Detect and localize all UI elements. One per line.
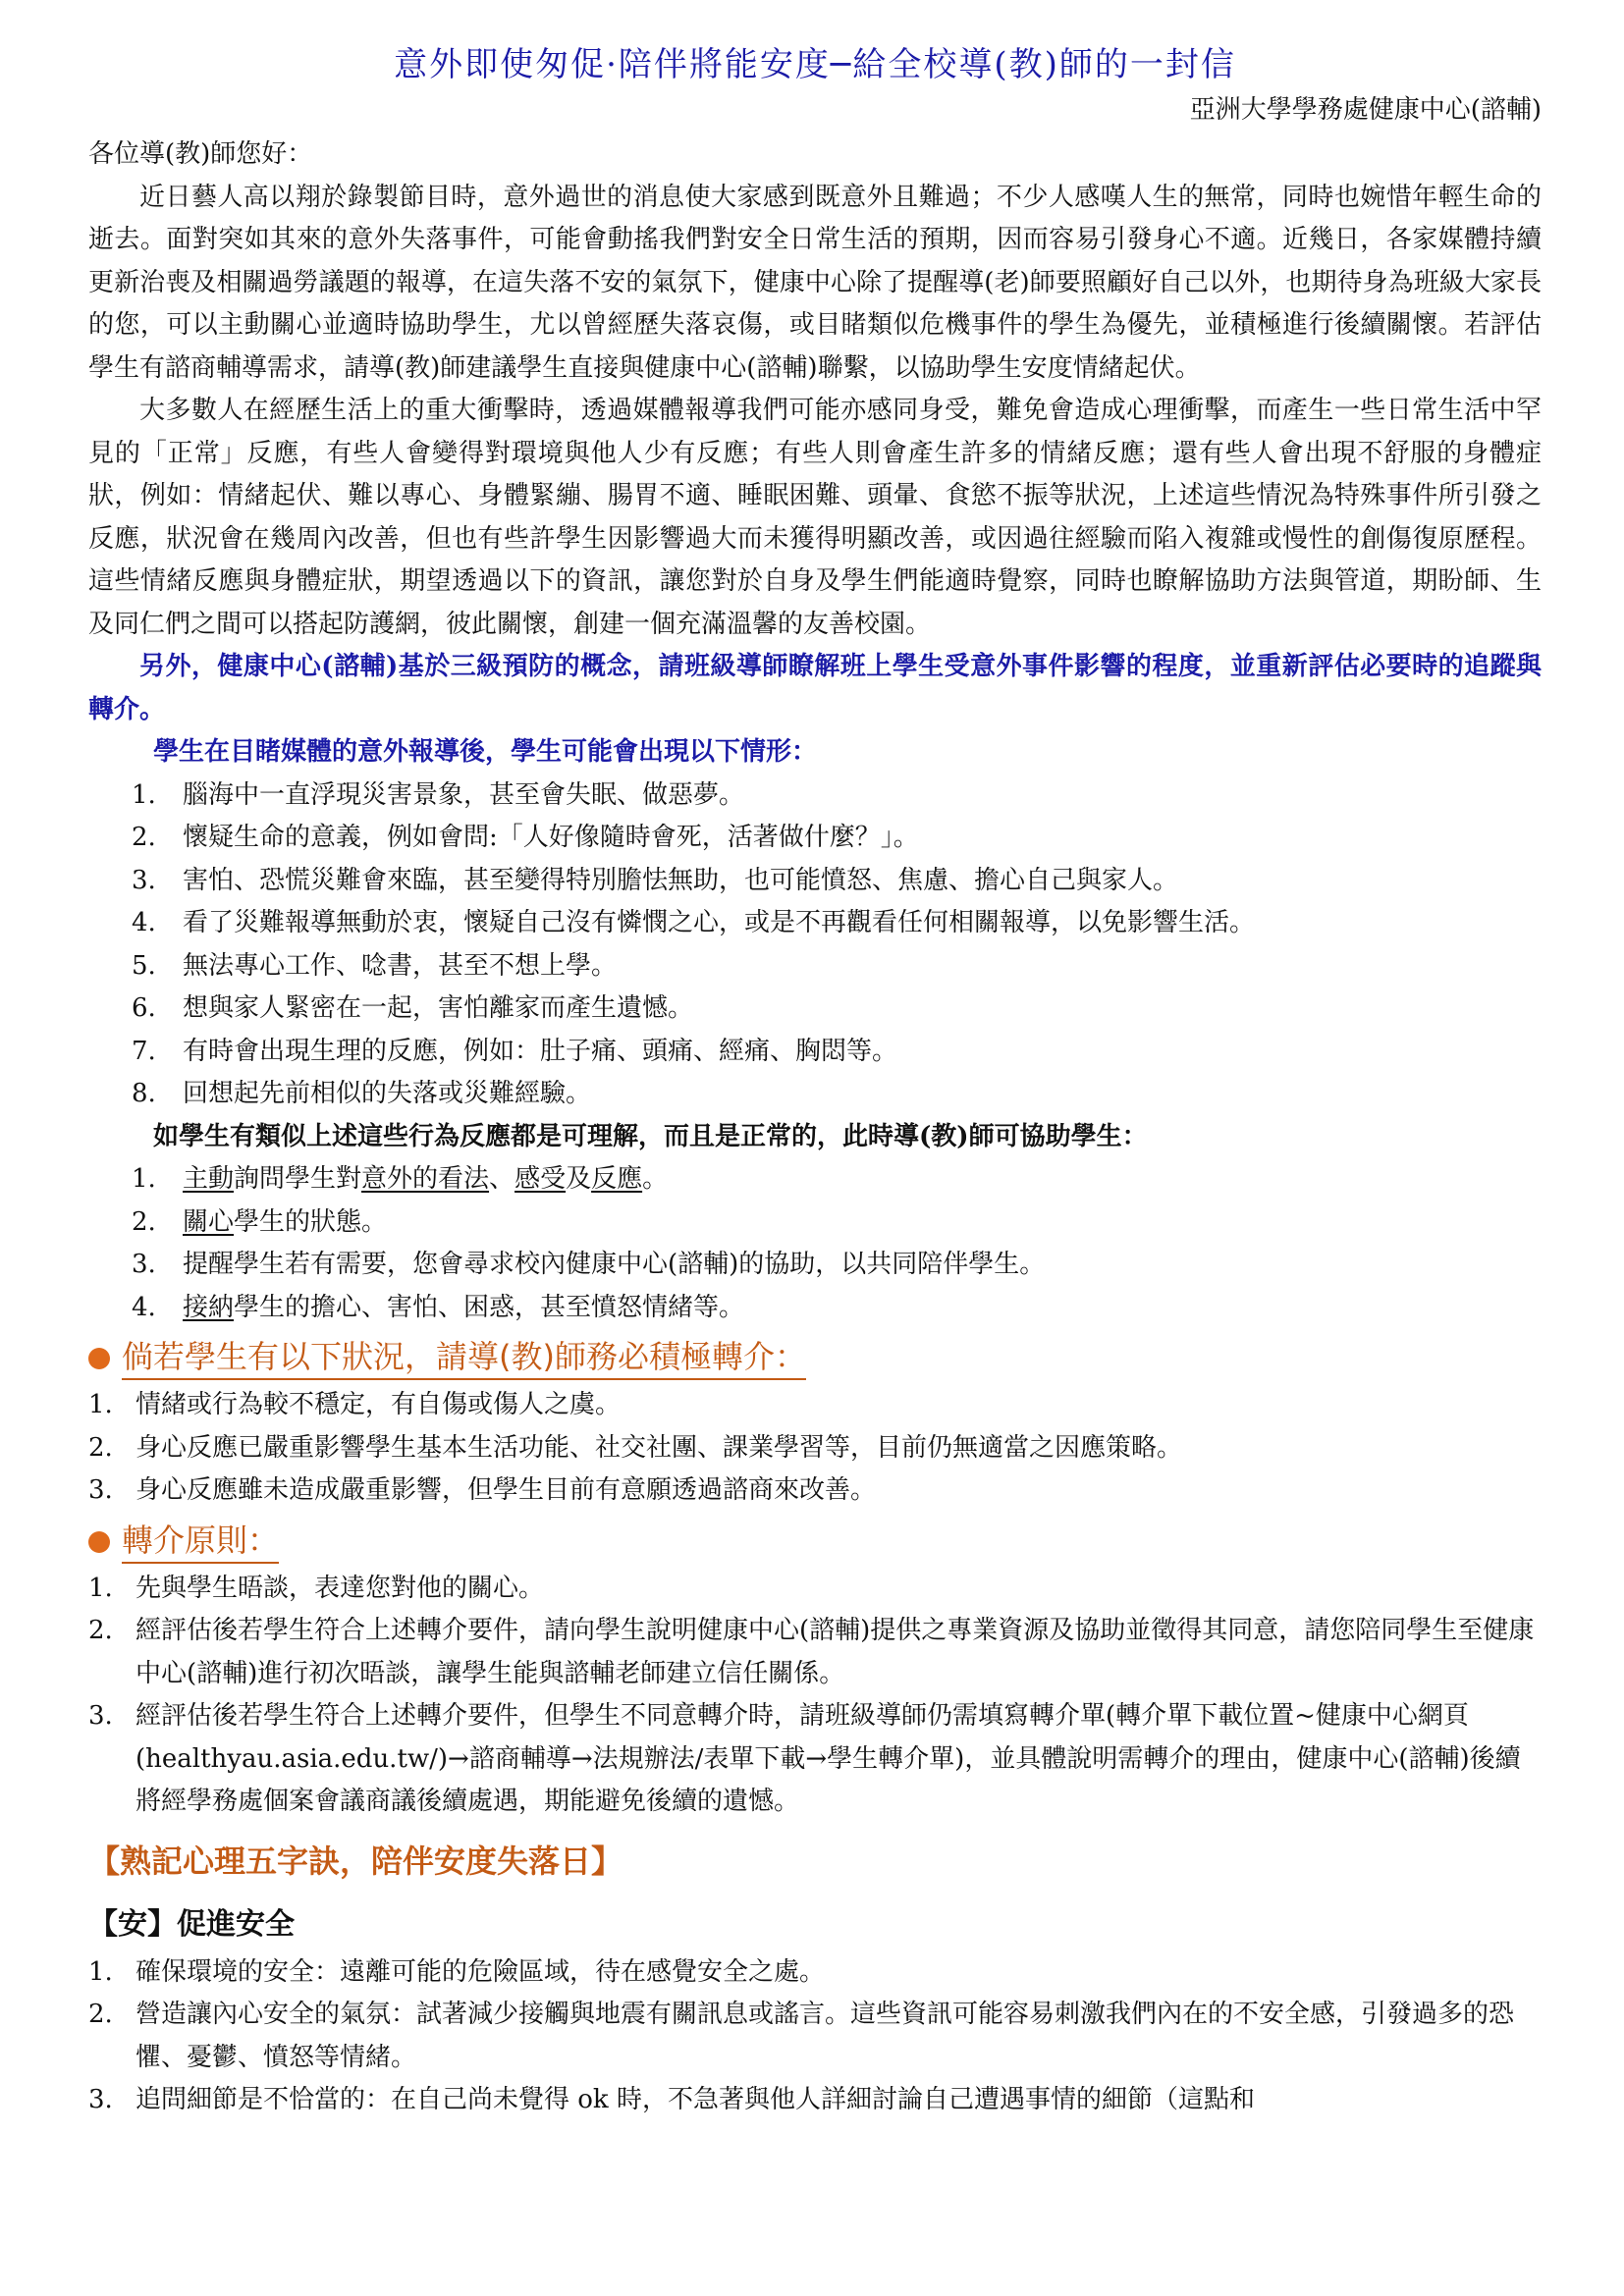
bullet-dot-icon xyxy=(88,1531,110,1553)
five-words-heading: 【熟記心理五字訣，陪伴安度失落日】 xyxy=(88,1842,623,1880)
an-section-title: 【安】促進安全 xyxy=(88,1906,295,1942)
greeting: 各位導(教)師您好： xyxy=(88,139,313,169)
paragraph-reactions: 大多數人在經歷生活上的重大衝擊時，透過媒體報導我們可能亦感同身受，難免會造成心理衝擊，而產生一些日常生活中罕見的「正常」反應，有些人會變得對環境與他人少有反應；有些人則會產生許多的情緒反應；還有些人會出現不舒服的身體症狀，例如：情緒起伏、難以專心、身體緊繃、腸胃不適、睡眠困難、頭暈、食慾不振等狀況，上述這些情況為特殊事件所引發之反應，狀況會在幾周內改善，但也有些許學生因影響過大而未獲得明顯改善，或因過往經驗而陷入複雜或慢性的創傷復原歷程。這些情緒反應與身體症狀，期望透過以下的資訊，讓您對於自身及學生們能適時覺察，同時也瞭解協助方法與管道，期盼師、生及同仁們之間可以搭起防護網，彼此關懷，創建一個充滿溫馨的友善校園。 xyxy=(88,396,1542,639)
list-item: 2. 關心學生的狀態。 xyxy=(132,1206,388,1237)
help-list xyxy=(88,1158,1542,1329)
list-item: 1. 主動詢問學生對意外的看法、感受及反應。 xyxy=(132,1164,669,1194)
letter-title: 意外即使匆促·陪伴將能安度─給全校導(教)師的一封信 xyxy=(394,45,1236,84)
principle-section-header xyxy=(88,1517,1542,1568)
principle-section-title: 轉介原則： xyxy=(122,1521,279,1564)
organization-name: 亞洲大學學務處健康中心(諮輔) xyxy=(1189,95,1542,125)
letter-page xyxy=(88,39,1542,2122)
list-item: 4. 看了災難報導無動於衷，懷疑自己沒有憐憫之心，或是不再觀看任何相關報導，以免影響生活。 xyxy=(132,908,1256,937)
help-heading: 如學生有類似上述這些行為反應都是可理解，而且是正常的，此時導(教)師可協助學生： xyxy=(153,1121,1148,1151)
list-item: 7. 有時會出現生理的反應，例如：肚子痛、頭痛、經痛、胸悶等。 xyxy=(132,1036,898,1066)
list-item: 8. 回想起先前相似的失落或災難經驗。 xyxy=(132,1079,592,1108)
list-item: 1. 腦海中一直浮現災害景象，甚至會失眠、做惡夢。 xyxy=(132,779,745,810)
principle-list xyxy=(88,1568,1542,1824)
an-list xyxy=(88,1951,1542,2122)
list-item: 3. 身心反應雖未造成嚴重影響，但學生目前有意願透過諮商來改善。 xyxy=(88,1475,877,1505)
list-item: 1. 情緒或行為較不穩定，有自傷或傷人之虞。 xyxy=(88,1390,622,1419)
list-item: 2. 懷疑生命的意義，例如會問:「人好像隨時會死，活著做什麼？」。 xyxy=(132,823,919,852)
list-item: 3. 提醒學生若有需要，您會尋求校內健康中心(諮輔)的協助，以共同陪伴學生。 xyxy=(132,1250,1046,1279)
reactions-heading: 學生在目睹媒體的意外報導後，學生可能會出現以下情形： xyxy=(153,737,818,767)
paragraph-intro: 近日藝人高以翔於錄製節目時，意外過世的消息使大家感到既意外且難過；不少人感嘆人生的無常，同時也婉惜年輕生命的逝去。面對突如其來的意外失落事件，可能會動搖我們對安全日常生活的預期，因而容易引發身心不適。近幾日，各家媒體持續更新治喪及相關過勞議題的報導，在這失落不安的氣氛下，健康中心除了提醒導(老)師要照顧好自己以外，也期待身為班級大家長的您，可以主動關心並適時協助學生，尤以曾經歷失落哀傷，或目睹類似危機事件的學生為優先，並積極進行後續關懷。若評估學生有諮商輔導需求，請導(教)師建議學生直接與健康中心(諮輔)聯繫，以協助學生安度情緒起伏。 xyxy=(88,182,1542,383)
referral-section-title: 倘若學生有以下狀況，請導(教)師務必積極轉介： xyxy=(122,1337,806,1380)
list-item: 6. 想與家人緊密在一起，害怕離家而產生遺憾。 xyxy=(132,993,694,1023)
list-item: 2. 營造讓內心安全的氣氛：試著減少接觸與地震有關訊息或謠言。這些資訊可能容易刺激我們內在的不安全感，引發過多的恐懼、憂鬱、憤怒等情緒。 xyxy=(88,2000,1515,2072)
list-item: 4. 接納學生的擔心、害怕、困惑，甚至憤怒情緒等。 xyxy=(132,1292,745,1322)
list-item: 1. 先與學生晤談，表達您對他的關心。 xyxy=(88,1573,545,1603)
referral-list xyxy=(88,1384,1542,1513)
list-item: 2. 身心反應已嚴重影響學生基本生活功能、社交社團、課業學習等，目前仍無適當之因應策略。 xyxy=(88,1432,1183,1463)
list-item: 5. 無法專心工作、唸書，甚至不想上學。 xyxy=(132,950,618,981)
list-item: 3. 經評估後若學生符合上述轉介要件，但學生不同意轉介時，請班級導師仍需填寫轉介單(轉介單下載位置~健康中心網頁(healthyau.asia.edu.tw/)→諮商輔導→法規辦法/表單下載→學生轉介單)，並具體說明需轉介的理由，健康中心(諮輔)後續將經學務處個案會議商議後續處遇，期能避免後續的遺憾。 xyxy=(88,1701,1521,1816)
list-item: 3. 害怕、恐慌災難會來臨，甚至變得特別膽怯無助，也可能憤怒、焦慮、擔心自己與家人。 xyxy=(132,865,1179,895)
bullet-dot-icon xyxy=(88,1348,110,1369)
list-item: 3. 追問細節是不恰當的：在自己尚未覺得 ok 時，不急著與他人詳細討論自己遭遇事情的細節（這點和 xyxy=(88,2085,1255,2114)
list-item: 2. 經評估後若學生符合上述轉介要件，請向學生說明健康中心(諮輔)提供之專業資源及協助並徵得其同意，請您陪同學生至健康中心(諮輔)進行初次晤談，讓學生能與諮輔老師建立信任關係。 xyxy=(88,1616,1535,1688)
referral-section-header xyxy=(88,1333,1542,1384)
list-item: 1. 確保環境的安全：遠離可能的危險區域，待在感覺安全之處。 xyxy=(88,1956,826,1987)
highlight-paragraph: 另外，健康中心(諮輔)基於三級預防的概念，請班級導師瞭解班上學生受意外事件影響的程度，並重新評估必要時的追蹤與轉介。 xyxy=(88,652,1542,724)
reactions-list xyxy=(88,774,1542,1116)
